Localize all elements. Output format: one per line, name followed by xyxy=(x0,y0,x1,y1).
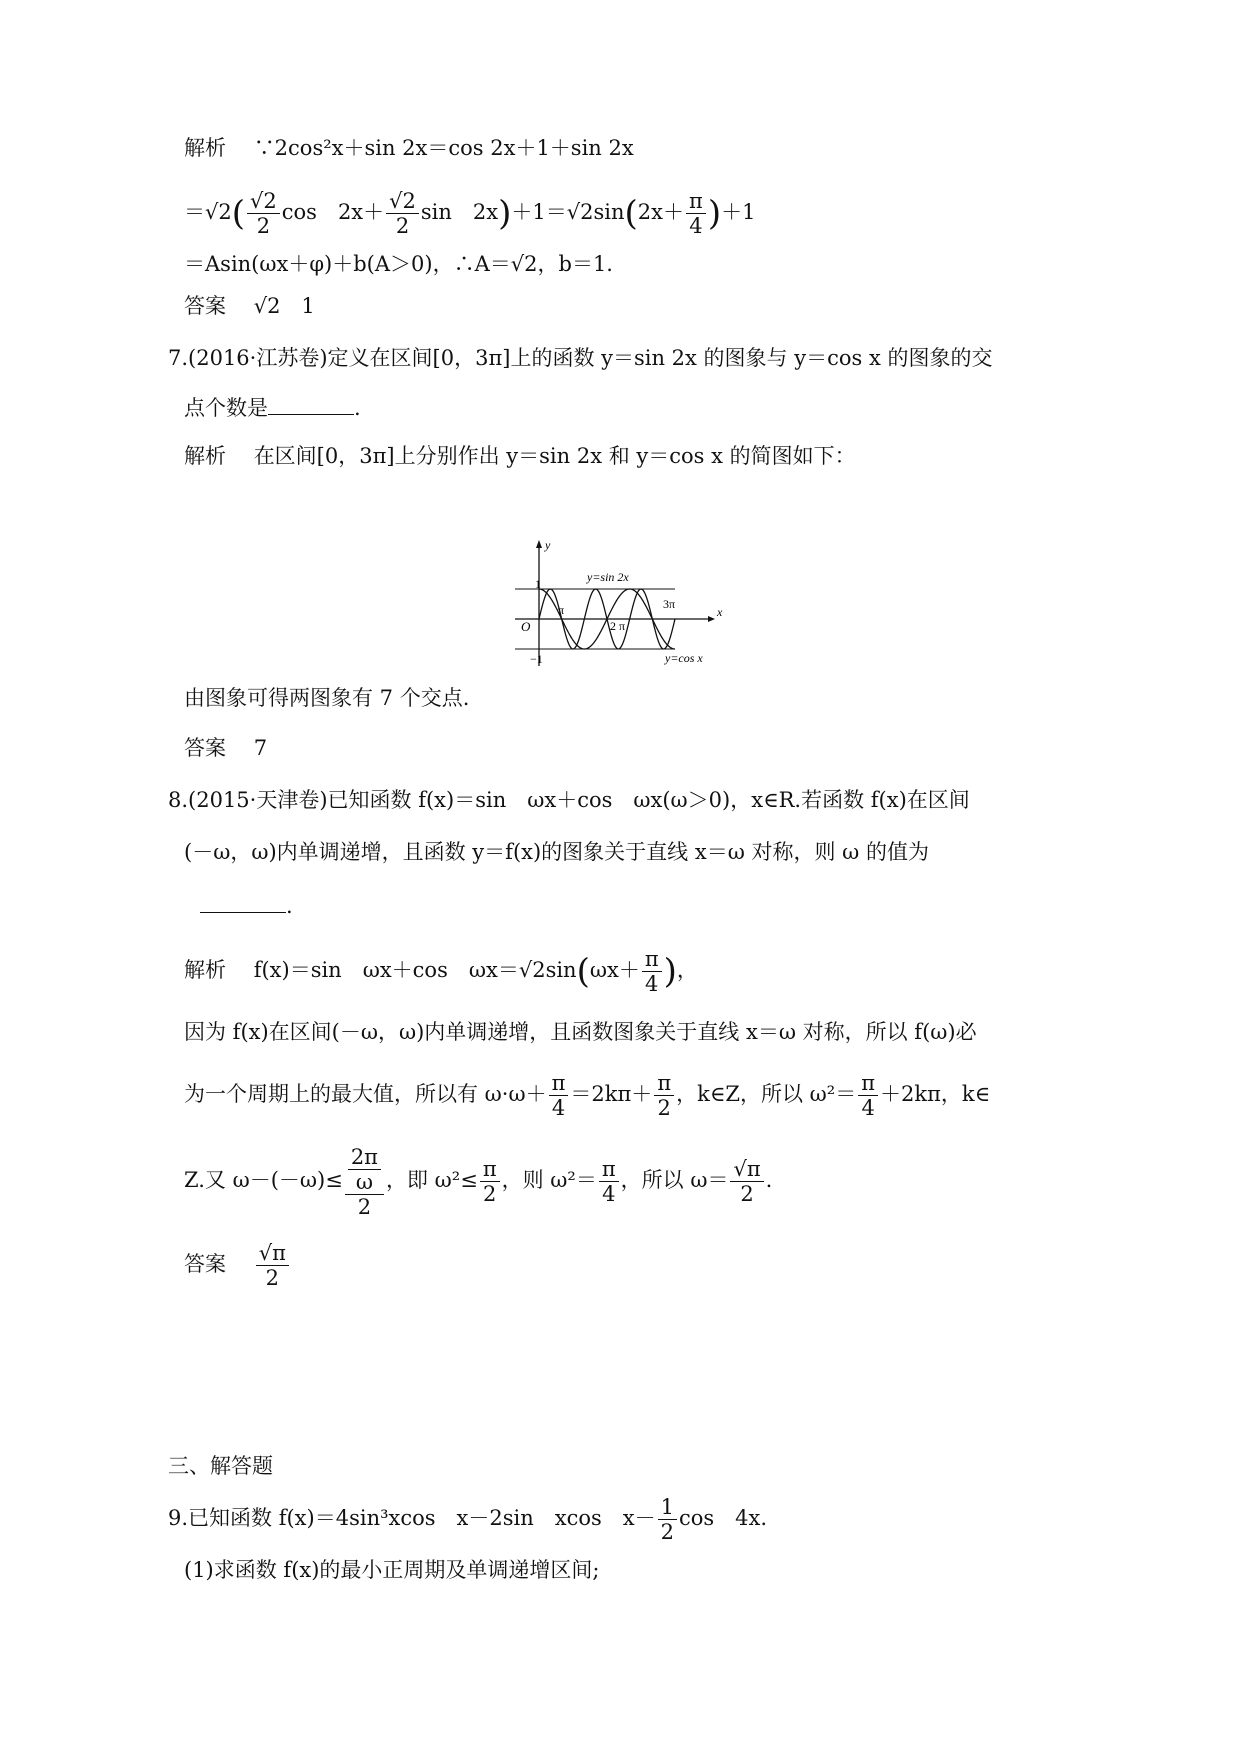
answer-value: √2 1 xyxy=(253,294,315,318)
q9-stem: 9.已知函数 f(x)＝4sin³xcos x－2sin xcos x－ $\frac{1}{2}$ cos 4x. xyxy=(168,1495,768,1544)
curve-label-sin: y=sin 2x xyxy=(587,570,629,584)
tick-label-neg1: −1 xyxy=(530,652,543,666)
formula-text: ∵2cos²x＋sin 2x＝cos 2x＋1＋sin 2x xyxy=(253,136,634,160)
question-text: 8.(2015·天津卷)已知函数 f(x)＝sin ωx＋cos ωx(ω＞0)，x∈R.若函数 f(x)在区间 xyxy=(168,788,970,812)
tick-label-pi: π xyxy=(558,603,565,617)
fraction-pi-over-4: $\frac{\pi}{4}$ xyxy=(686,189,706,238)
question-text: 7.(2016·江苏卷)定义在区间[0，3π]上的函数 y＝sin 2x 的图象与 y＝cos x 的图象的交 xyxy=(168,346,993,370)
q8-analysis-line-4: Z.又 ω－(－ω)≤ $\frac{\frac{2\pi}{\omega}}{2}$ ，即 ω²≤ $\frac{\pi}{2}$ ，则 ω²＝ $\frac{\pi}{4}$ ，所以 ω＝ $\frac{√\pi}{2}$ . xyxy=(184,1144,773,1219)
tick-label-1: 1 xyxy=(535,577,541,591)
answer-value: $\frac{√\pi}{2}$ xyxy=(256,1241,289,1290)
formula-text: ＋1＝√2sin xyxy=(511,200,625,224)
x-axis-arrow-icon xyxy=(708,616,715,622)
formula-text: cos 2x＋ xyxy=(281,200,385,224)
y-axis-label: y xyxy=(545,538,551,552)
formula-text: 2x＋ xyxy=(637,200,685,224)
q8-analysis-line-3: 为一个周期上的最大值，所以有 ω·ω＋ $\frac{\pi}{4}$ ＝2kπ＋ $\frac{\pi}{2}$ ，k∈Z，所以 ω²＝ $\frac{\pi}{4}$ ＋2kπ，k∈ xyxy=(184,1071,991,1120)
q7-answer xyxy=(184,734,267,762)
q8-stem-line-1 xyxy=(168,786,970,814)
q7-conclusion xyxy=(184,684,469,712)
answer-blank xyxy=(200,894,286,913)
answer-blank xyxy=(268,396,354,415)
formula-text: ＝√2 xyxy=(184,200,232,224)
analysis-text: 在区间[0，3π]上分别作出 y＝sin 2x 和 y＝cos x 的简图如下： xyxy=(253,444,856,468)
fraction-pi-over-4: $\frac{\pi}{4}$ xyxy=(599,1157,619,1206)
tick-label-3pi: 3π xyxy=(663,597,676,611)
formula-text: f(x)＝sin ωx＋cos ωx＝√2sin xyxy=(253,958,577,982)
formula-text: ＝Asin(ωx＋φ)＋b(A＞0)，∴A＝√2，b＝1. xyxy=(184,252,613,276)
q8-answer xyxy=(184,1234,291,1294)
analysis-label: 解析 xyxy=(184,444,226,468)
q7-analysis xyxy=(184,442,856,470)
question-text: 9.已知函数 f(x)＝4sin³xcos x－2sin xcos x－ xyxy=(168,1506,656,1530)
answer-label: 答案 xyxy=(184,1252,226,1276)
answer-value: 7 xyxy=(253,736,268,760)
q9-part-1 xyxy=(184,1556,600,1584)
formula-text: sin 2x xyxy=(420,200,499,224)
q7-stem-line-1 xyxy=(168,344,992,372)
p6-analysis-line-3 xyxy=(184,250,613,278)
fraction-sqrt2-over-2: $\frac{√2}{2}$ xyxy=(386,189,419,238)
sin-cos-graph xyxy=(515,538,735,668)
p6-answer xyxy=(184,292,315,320)
fraction-sqrtpi-over-2: $\frac{√\pi}{2}$ xyxy=(730,1157,763,1206)
section-heading: 三、解答题 xyxy=(168,1454,273,1478)
section-title xyxy=(168,1452,273,1480)
curve-label-cos: y=cos x xyxy=(665,651,703,665)
p6-analysis-line-2: ＝√2( $\frac{√2}{2}$ cos 2x＋ $\frac{√2}{2}$ sin 2x)＋1＝√2sin(2x＋ $\frac{\pi}{4}$ )＋1 xyxy=(184,189,756,238)
y-axis-arrow-icon xyxy=(536,540,542,548)
fraction-pi-over-4: $\frac{\pi}{4}$ xyxy=(549,1071,569,1120)
conclusion-text: 由图象可得两图象有 7 个交点. xyxy=(184,686,470,710)
fraction-period-over-2: $\frac{\frac{2\pi}{\omega}}{2}$ xyxy=(345,1145,384,1219)
analysis-label: 解析 xyxy=(184,958,226,982)
fraction-pi-over-2: $\frac{\pi}{2}$ xyxy=(654,1071,674,1120)
analysis-text: 因为 f(x)在区间(－ω，ω)内单调递增，且函数图象关于直线 x＝ω 对称，所以 f(ω)必 xyxy=(184,1020,977,1044)
question-text: (－ω，ω)内单调递增，且函数 y＝f(x)的图象关于直线 x＝ω 对称，则 ω 的值为 xyxy=(184,840,929,864)
q8-stem-line-3: . xyxy=(200,892,293,920)
analysis-label: 解析 xyxy=(184,136,226,160)
p6-analysis-line-1 xyxy=(184,134,634,162)
formula-text: ＋1 xyxy=(721,200,756,224)
fraction-pi-over-4: $\frac{\pi}{4}$ xyxy=(642,947,662,996)
fraction-one-half: $\frac{1}{2}$ xyxy=(658,1495,677,1544)
origin-label: O xyxy=(521,619,531,634)
tick-label-2pi: 2 π xyxy=(610,619,626,633)
fraction-pi-over-4: $\frac{\pi}{4}$ xyxy=(858,1071,878,1120)
question-text: (1)求函数 f(x)的最小正周期及单调递增区间; xyxy=(184,1558,600,1582)
q8-analysis-line-2 xyxy=(184,1018,977,1046)
fraction-sqrt2-over-2: $\frac{√2}{2}$ xyxy=(247,189,280,238)
fraction-pi-over-2: $\frac{\pi}{2}$ xyxy=(480,1157,500,1206)
answer-label: 答案 xyxy=(184,294,226,318)
x-axis-label: x xyxy=(717,605,723,619)
answer-label: 答案 xyxy=(184,736,226,760)
question-text: 点个数是 xyxy=(184,396,268,420)
q8-stem-line-2 xyxy=(184,838,929,866)
q7-stem-line-2: 点个数是 . xyxy=(184,396,361,420)
q8-analysis-line-1: 解析 f(x)＝sin ωx＋cos ωx＝√2sin(ωx＋ $\frac{\pi}{4}$ )， xyxy=(184,947,698,996)
